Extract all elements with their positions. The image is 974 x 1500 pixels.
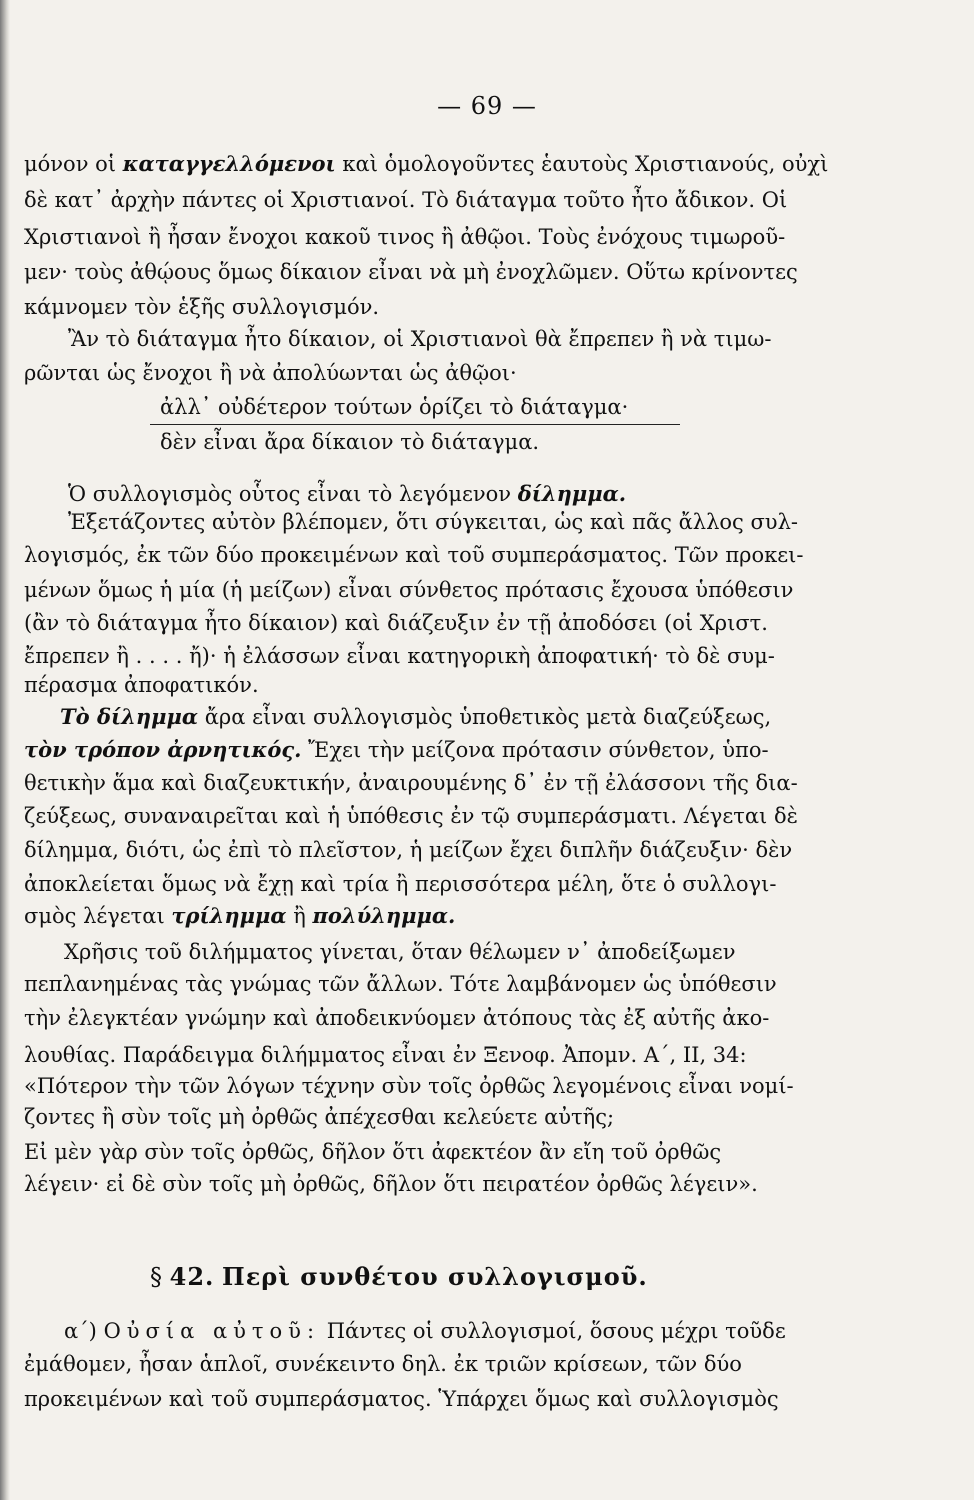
text-line: Χρῆσις τοῦ διλήμματος γίνεται, ὅταν θέλωμεν ν᾽ ἀποδείξωμεν	[64, 940, 736, 964]
term-dilemma: Τὸ δίλημμα	[60, 704, 199, 729]
conclusion-line: δὲν εἶναι ἄρα δίκαιον τὸ διάταγμα.	[160, 430, 540, 454]
term-dilemma: δίλημμα.	[517, 481, 627, 506]
text-line: τὴν ἐλεγκτέαν γνώμην καὶ ἀποδεικνύομεν ἀτόπους τὰς ἐξ αὐτῆς ἀκο-	[24, 1006, 770, 1030]
text-line: ἀποκλείεται ὅμως νὰ ἔχῃ καὶ τρία ἢ περισσότερα μέλη, ὅτε ὁ συλλογι-	[24, 872, 777, 896]
text-line: μένων ὅμως ἡ μία (ἡ μείζων) εἶναι σύνθετος πρότασις ἔχουσα ὑπόθεσιν	[24, 578, 794, 602]
text-line: κάμνομεν τὸν ἑξῆς συλλογισμόν.	[24, 295, 380, 319]
text-line: λογισμός, ἐκ τῶν δύο προκειμένων καὶ τοῦ συμπεράσματος. Τῶν προκει-	[24, 543, 804, 567]
text-line: σμὸς λέγεται τρίλημμα ἢ πολύλημμα.	[24, 903, 456, 928]
text-line: Τὸ δίλημμα ἄρα εἶναι συλλογισμὸς ὑποθετικὸς μετὰ διαζεύξεως,	[60, 704, 772, 729]
text-line: λουθίας. Παράδειγμα διλήμματος εἶναι ἐν Ξενοφ. Ἀπομν. Α΄, ΙΙ, 34:	[24, 1043, 747, 1067]
scan-edge-shadow	[0, 0, 10, 1500]
text-line: Ὁ συλλογισμὸς οὗτος εἶναι τὸ λεγόμενον δίλημμα.	[68, 481, 627, 506]
quotation-line: Εἰ μὲν γὰρ σὺν τοῖς ὀρθῶς, δῆλον ὅτι ἀφεκτέον ἂν εἴη τοῦ ὀρθῶς	[24, 1140, 722, 1164]
section-number: 42.	[169, 1262, 215, 1291]
text-line: δὲ κατ᾽ ἀρχὴν πάντες οἱ Χριστιανοί. Τὸ διάταγμα τοῦτο ἦτο ἄδικον. Οἱ	[24, 188, 788, 212]
text-line: πεπλανημένας τὰς γνώμας τῶν ἄλλων. Τότε λαμβάνομεν ὡς ὑπόθεσιν	[24, 972, 777, 996]
text-line: (ἂν τὸ διάταγμα ἦτο δίκαιον) καὶ διάζευξιν ἐν τῇ ἀποδόσει (οἱ Χριστ.	[24, 611, 768, 635]
text-line: δίλημμα, διότι, ὡς ἐπὶ τὸ πλεῖστον, ἡ μείζων ἔχει διπλῆν διάζευξιν· δὲν	[24, 838, 793, 862]
text-line: α΄) Οὐσία αὐτοῦ: Πάντες οἱ συλλογισμοί, ὅσους μέχρι τοῦδε	[64, 1319, 786, 1343]
minor-premise-line: ἀλλ᾽ οὐδέτερον τούτων ὁρίζει τὸ διάταγμα·	[160, 395, 629, 419]
section-mark: §	[150, 1263, 162, 1291]
text-line: ἔπρεπεν ἢ . . . . ἤ)· ἡ ἐλάσσων εἶναι κατηγορικὴ ἀποφατική· τὸ δὲ συμ-	[24, 644, 775, 668]
text-line: Χριστιανοὶ ἢ ἦσαν ἔνοχοι κακοῦ τινος ἢ ἀθῷοι. Τοὺς ἐνόχους τιμωροῦ-	[24, 225, 786, 249]
term-trilemma: τρίλημμα	[171, 903, 287, 928]
text-line: ἐμάθομεν, ἦσαν ἁπλοῖ, συνέκειντο δηλ. ἐκ τριῶν κρίσεων, τῶν δύο	[24, 1352, 742, 1376]
section-heading	[150, 1262, 648, 1291]
term-polylemma: πολύλημμα.	[312, 903, 456, 928]
text-line: μόνον οἱ καταγγελλόμενοι καὶ ὁμολογοῦντες ἑαυτοὺς Χριστιανούς, οὐχὶ	[24, 151, 829, 176]
term-negative-mood: τὸν τρόπον ἀρνητικός.	[24, 737, 302, 762]
conclusion-rule	[150, 424, 680, 425]
text-line: θετικὴν ἅμα καὶ διαζευκτικήν, ἀναιρουμένης δ᾽ ἐν τῇ ἐλάσσονι τῆς δια-	[24, 771, 798, 795]
major-premise-line: Ἂν τὸ διάταγμα ἦτο δίκαιον, οἱ Χριστιανοὶ θὰ ἔπρεπεν ἢ νὰ τιμω-	[68, 327, 772, 351]
text-line: μεν· τοὺς ἀθῴους ὅμως δίκαιον εἶναι νὰ μὴ ἐνοχλῶμεν. Οὕτω κρίνοντες	[24, 260, 798, 284]
text-line: πέρασμα ἀποφατικόν.	[24, 673, 259, 697]
quotation-line: λέγειν· εἰ δὲ σὺν τοῖς μὴ ὀρθῶς, δῆλον ὅτι πειρατέον ὀρθῶς λέγειν».	[24, 1172, 758, 1196]
text-line: ζεύξεως, συναναιρεῖται καὶ ἡ ὑπόθεσις ἐν τῷ συμπεράσματι. Λέγεται δὲ	[24, 804, 798, 828]
text-line: τὸν τρόπον ἀρνητικός. Ἔχει τὴν μείζονα πρότασιν σύνθετον, ὑπο-	[24, 737, 769, 762]
text-line: Ἐξετάζοντες αὐτὸν βλέπομεν, ὅτι σύγκειται, ὡς καὶ πᾶς ἄλλος συλ-	[68, 510, 798, 534]
section-title: Περὶ συνθέτου συλλογισμοῦ.	[222, 1262, 648, 1291]
text-line: προκειμένων καὶ τοῦ συμπεράσματος. Ὑπάρχει ὅμως καὶ συλλογισμὸς	[24, 1387, 779, 1411]
major-premise-line: ρῶνται ὡς ἔνοχοι ἢ νὰ ἀπολύωνται ὡς ἀθῷοι·	[24, 361, 517, 385]
quotation-line: «Πότερον τὴν τῶν λόγων τέχνην σὺν τοῖς ὀρθῶς λεγομένοις εἶναι νομί-	[24, 1074, 794, 1098]
quotation-line: ζοντες ἢ σὺν τοῖς μὴ ὀρθῶς ἀπέχεσθαι κελεύετε αὐτῆς;	[24, 1105, 615, 1129]
subsection-label: Οὐσία αὐτοῦ:	[103, 1319, 321, 1343]
page-number: — 69 —	[437, 92, 537, 120]
